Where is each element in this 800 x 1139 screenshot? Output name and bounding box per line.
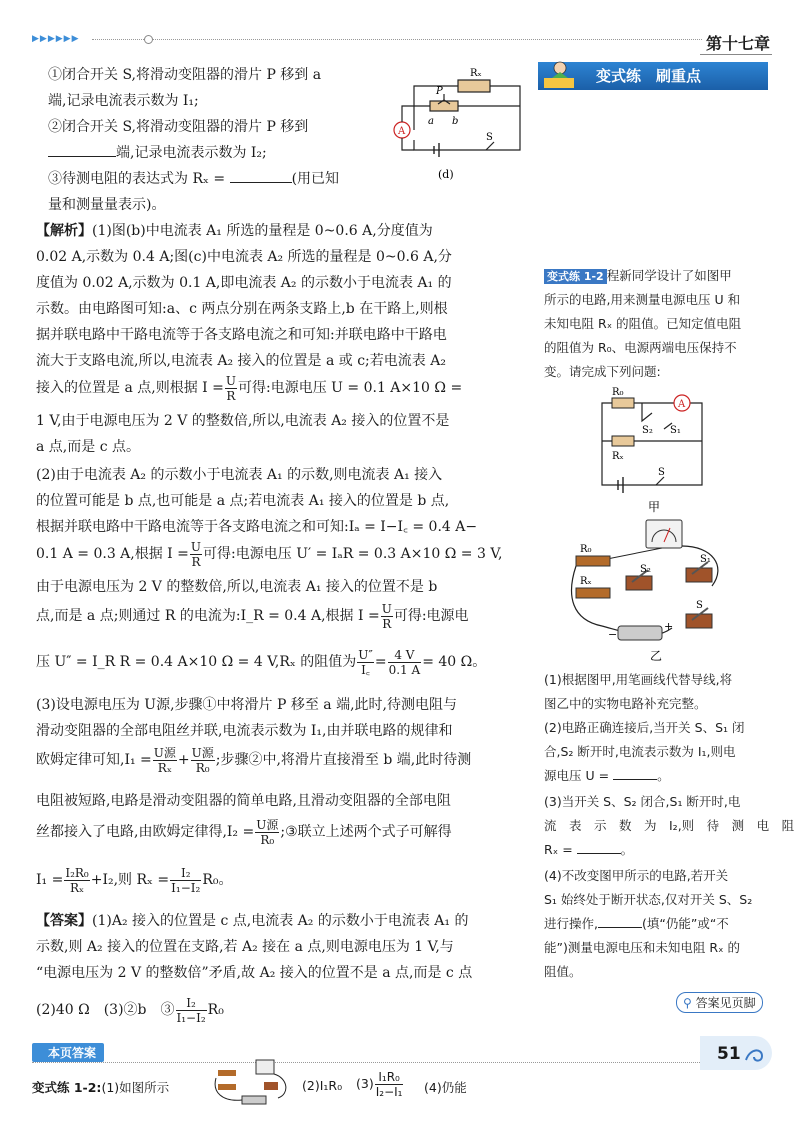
answer-blank[interactable] <box>577 853 621 854</box>
footer-answer-2: (2)I₁R₀ <box>302 1078 343 1093</box>
fraction: $\frac{\text{I₂R₀}}{\text{Rₓ}}$ <box>65 865 89 895</box>
fraction: $\frac{U}{R}$ <box>381 601 392 631</box>
analysis-line: 1 V,由于电源电压为 2 V 的整数倍,所以,电流表 A₂ 接入的位置不是 <box>36 413 450 429</box>
answer-line: (2)40 Ω (3)②b ③ $\frac{\text{I₂}}{\text{I₁−I₂}}$ R₀ <box>36 995 224 1025</box>
exercise-part-2: 合,S₂ 断开时,电流表示数为 I₁,则电 <box>544 744 736 759</box>
analysis-line: 由于电源电压为 2 V 的整数倍,所以,电流表 A₁ 接入的位置不是 b <box>36 579 438 595</box>
analysis-line: 压 U″ = I_R R = 0.4 A×10 Ω = 4 V,Rₓ 的阻值为 $\frac{U''}{I꜀}$ = $\frac{4 V}{0.1 A}$ = 40 Ω。 <box>36 647 487 677</box>
physical-circuit-yi <box>562 516 732 664</box>
exercise-part-3: Rₓ = 。 <box>544 842 634 857</box>
analysis-line: 0.02 A,示数为 0.4 A;图(c)中电流表 A₂ 所选的量程是 0~0.6 A,分 <box>36 249 452 265</box>
exercise-tag: 变式练 1-2 <box>544 269 607 284</box>
analysis-line: 据并联电路中干路电流等于各支路电流之和可知:并联电路中干路电 <box>36 327 447 343</box>
svg-text:A: A <box>678 399 686 410</box>
exercise-part-1: (1)根据图甲,用笔画线代替导线,将 <box>544 672 733 687</box>
analysis-line: a 点,而是 c 点。 <box>36 439 140 455</box>
answer-line: “电源电压为 2 V 的整数倍”矛盾,故 A₂ 接入的位置不是 a 点,而是 c 点 <box>36 965 473 981</box>
exercise-question-line: 所示的电路,用来测量电源电压 U 和 <box>544 292 741 307</box>
fraction: $\frac{\text{I₂}}{\text{I₁−I₂}}$ <box>176 995 206 1025</box>
analysis-line: (3)设电源电压为 U源,步骤①中将滑片 P 移至 a 端,此时,待测电阻与 <box>36 697 457 713</box>
svg-text:Rₓ: Rₓ <box>470 68 482 79</box>
exercise-part-1: 图乙中的实物电路补充完整。 <box>544 696 707 711</box>
step-line-6: 量和测量量表示)。 <box>48 197 166 213</box>
fraction: $\frac{4 V}{0.1 A}$ <box>388 647 421 677</box>
mini-circuit-thumbnail <box>212 1058 292 1108</box>
svg-text:S₂: S₂ <box>640 564 651 575</box>
fraction: $\frac{\text{U源}}{\text{Rₓ}}$ <box>153 745 176 775</box>
exercise-question-line: 的阻值为 R₀、电源两端电压保持不 <box>544 340 737 355</box>
page-swirl-icon <box>742 1044 766 1066</box>
exercise-part-4: S₁ 始终处于断开状态,仅对开关 S、S₂ <box>544 892 753 907</box>
svg-text:P: P <box>436 86 443 97</box>
step-line-3: ②闭合开关 S,将滑动变阻器的滑片 P 移到 <box>48 119 309 135</box>
chapter-underline <box>700 54 772 55</box>
pin-icon: ⚲ <box>683 996 692 1010</box>
svg-text:S: S <box>658 467 665 478</box>
svg-text:b: b <box>452 116 459 127</box>
svg-text:−: − <box>608 628 618 641</box>
step-line-4: 端,记录电流表示数为 I₂; <box>48 140 267 166</box>
analysis-line: I₁ = $\frac{\text{I₂R₀}}{\text{Rₓ}}$ +I₂,则 Rₓ = $\frac{\text{I₂}}{\text{I₁−I₂}}$ R₀。 <box>36 865 233 895</box>
svg-text:S₂: S₂ <box>642 425 653 436</box>
svg-text:R₀: R₀ <box>580 544 592 555</box>
header-dot-icon <box>144 35 153 44</box>
exercise-part-2: (2)电路正确连接后,当开关 S、S₁ 闭 <box>544 720 745 735</box>
page-number: 51 <box>717 1044 741 1064</box>
analysis-line: (2)由于电流表 A₂ 的示数小于电流表 A₁ 的示数,则电流表 A₁ 接入 <box>36 467 443 483</box>
step-line-2: 端,记录电流表示数为 I₁; <box>48 93 199 109</box>
exercise-part-4: (4)不改变图甲所示的电路,若开关 <box>544 868 729 883</box>
fraction: $\frac{\text{I₁R₀}}{\text{I₂−I₁}}$ <box>375 1070 403 1099</box>
svg-text:S₁: S₁ <box>700 554 711 565</box>
answer-blank[interactable] <box>48 156 116 157</box>
analysis-line-1: 【解析】(1)图(b)中电流表 A₁ 所选的量程是 0~0.6 A,分度值为 <box>36 223 433 239</box>
analysis-line: 丝都接入了电路,由欧姆定律得,I₂ = $\frac{\text{U源}}{\text{R₀}}$ ;③联立上述两个式子可解得 <box>36 817 452 847</box>
analysis-line: 度值为 0.02 A,示数为 0.1 A,即电流表 A₂ 的示数小于电流表 A₁ 的 <box>36 275 452 291</box>
fraction: $\frac{\text{U源}}{\text{R₀}}$ <box>191 745 214 775</box>
svg-text:a: a <box>428 116 434 127</box>
fraction: $\frac{U''}{I꜀}$ <box>358 647 373 677</box>
circuit-diagram-d <box>390 62 530 184</box>
svg-text:甲: 甲 <box>648 500 661 514</box>
answer-line-1: 【答案】(1)A₂ 接入的位置是 c 点,电流表 A₂ 的示数小于电流表 A₁ 的 <box>36 913 469 929</box>
answer-blank[interactable] <box>230 182 292 183</box>
svg-text:Rₓ: Rₓ <box>580 576 592 587</box>
exercise-part-2: 源电压 U = 。 <box>544 768 670 783</box>
analysis-line: 欧姆定律可知,I₁ = $\frac{\text{U源}}{\text{Rₓ}}$ + $\frac{\text{U源}}{\text{R₀}}$ ;步骤②中,将滑片直接滑至 b 端,此时待测 <box>36 745 472 775</box>
exercise-part-3: 流 表 示 数 为 I₂,则 待 测 电 阻 <box>544 818 795 833</box>
step-line-5: ③待测电阻的表达式为 Rₓ = (用已知 <box>48 171 340 187</box>
header-divider <box>92 39 702 40</box>
svg-text:S: S <box>696 600 703 611</box>
fraction: $\frac{U}{R}$ <box>225 373 236 403</box>
footer-answers: 变式练 1-2:(1)如图所示 <box>32 1080 170 1095</box>
analysis-line: 示数。由电路图可知:a、c 两点分别在两条支路上,b 在干路上,则根 <box>36 301 448 317</box>
footer-answer-4: (4)仍能 <box>424 1080 467 1095</box>
fraction: $\frac{U}{R}$ <box>190 539 202 569</box>
header-arrows: ▶▶▶▶▶▶ <box>32 34 80 44</box>
footer-divider <box>32 1062 712 1063</box>
analysis-line: 点,而是 a 点;则通过 R 的电流为:I_R = 0.4 A,根据 I = $\frac{U}{R}$ 可得:电源电 <box>36 601 469 631</box>
svg-text:S: S <box>486 132 493 143</box>
analysis-line: 0.1 A = 0.3 A,根据 I = $\frac{U}{R}$ 可得:电源电压 U′ = IₐR = 0.3 A×10 Ω = 3 V, <box>36 539 503 569</box>
answer-blank[interactable] <box>613 779 657 780</box>
analysis-line: 流大于支路电流,所以,电流表 A₂ 接入的位置是 a 或 c;若电流表 A₂ <box>36 353 446 369</box>
svg-text:A: A <box>398 126 406 137</box>
section-banner: 变式练 刷重点 <box>538 62 768 90</box>
step-line-1: ①闭合开关 S,将滑动变阻器的滑片 P 移到 a <box>48 67 322 83</box>
analysis-line: 根据并联电路中干路电流等于各支路电流之和可知:Iₐ = I−I꜀ = 0.4 A− <box>36 519 478 535</box>
exercise-question-line: 变。请完成下列问题: <box>544 364 661 379</box>
student-reading-icon <box>540 58 580 92</box>
answer-line: 示数,则 A₂ 接入的位置在支路,若 A₂ 接在 a 点,则电源电压为 1 V,与 <box>36 939 454 955</box>
fraction: $\frac{\text{U源}}{\text{R₀}}$ <box>256 817 279 847</box>
answer-link[interactable]: ⚲ 答案见页脚 <box>676 992 763 1013</box>
exercise-question-line-1: 变式练 1-2 程新同学设计了如图甲 <box>544 264 732 289</box>
exercise-part-4: 阻值。 <box>544 964 582 979</box>
exercise-part-4: 能”)测量电源电压和未知电阻 Rₓ 的 <box>544 940 741 955</box>
footer-answer-3: (3) $\frac{\text{I₁R₀}}{\text{I₂−I₁}}$ <box>356 1070 403 1099</box>
svg-text:乙: 乙 <box>650 649 663 663</box>
svg-text:S₁: S₁ <box>670 425 681 436</box>
page-answers-badge: 本页答案 <box>32 1043 104 1062</box>
analysis-line: 的位置可能是 b 点,也可能是 a 点;若电流表 A₁ 接入的位置是 b 点, <box>36 493 450 509</box>
exercise-part-4: 进行操作, (填“仍能”或“不 <box>544 916 729 931</box>
circuit-diagram-jia <box>590 385 720 515</box>
svg-text:Rₓ: Rₓ <box>612 451 624 462</box>
analysis-line: 电阻被短路,电路是滑动变阻器的简单电路,且滑动变阻器的全部电阻 <box>36 793 451 809</box>
analysis-line: 滑动变阻器的全部电阻丝并联,电流表示数为 I₁,由并联电路的规律和 <box>36 723 453 739</box>
svg-text:+: + <box>664 620 674 633</box>
answer-blank[interactable] <box>598 927 642 928</box>
chapter-title: 第十七章 <box>706 34 771 53</box>
fraction: $\frac{\text{I₂}}{\text{I₁−I₂}}$ <box>171 865 201 895</box>
exercise-part-3: (3)当开关 S、S₂ 闭合,S₁ 断开时,电 <box>544 794 741 809</box>
exercise-question-line: 未知电阻 Rₓ 的阻值。已知定值电阻 <box>544 316 742 331</box>
svg-text:(d): (d) <box>438 168 454 181</box>
analysis-line: 接入的位置是 a 点,则根据 I = $\frac{U}{R}$ 可得:电源电压 U = 0.1 A×10 Ω = <box>36 373 463 403</box>
svg-text:R₀: R₀ <box>612 387 624 398</box>
